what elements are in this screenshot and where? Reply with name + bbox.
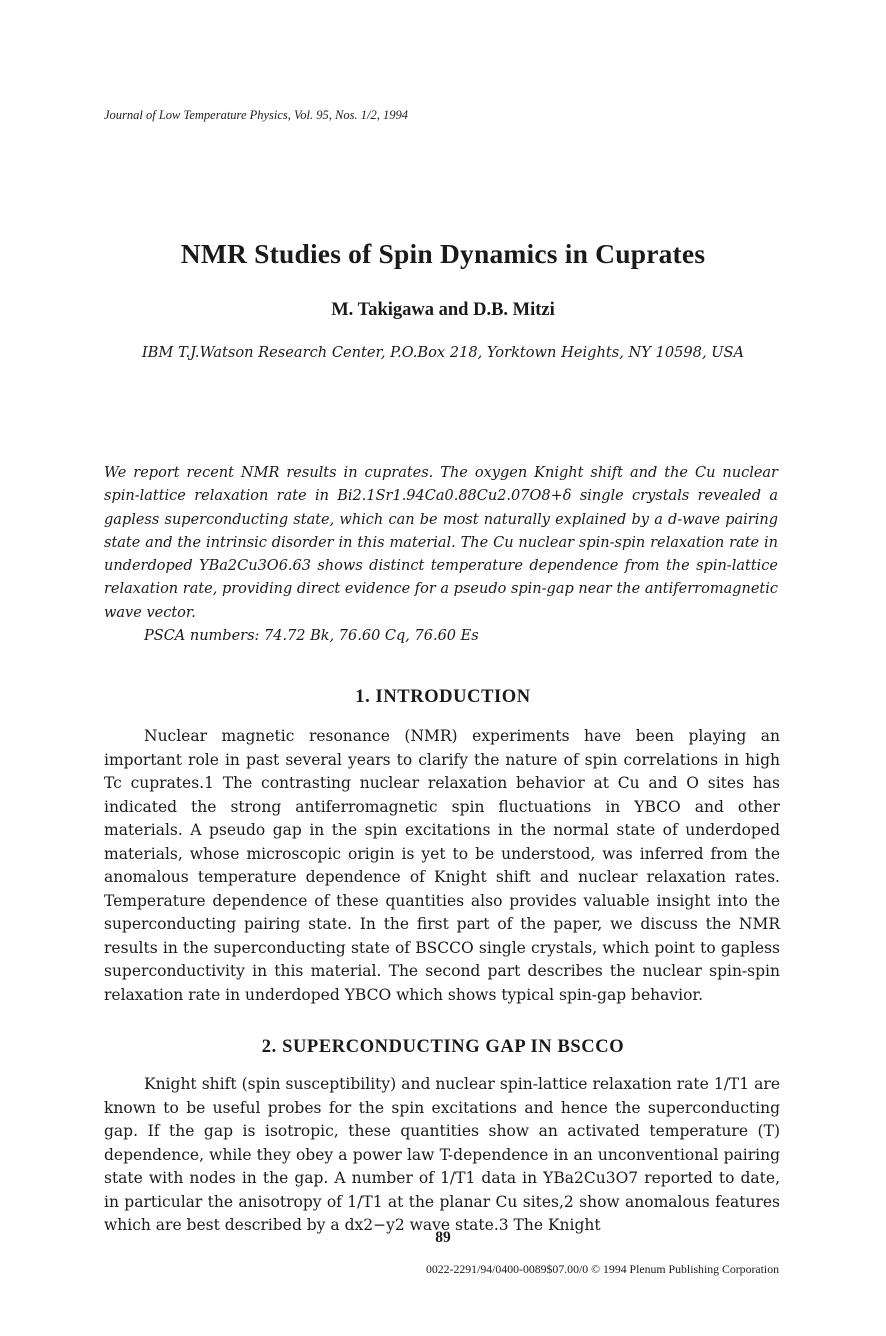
section-heading-text: 2. SUPERCONDUCTING GAP IN BSCCO	[261, 1037, 625, 1057]
abstract	[104, 462, 778, 625]
section-heading-introduction	[0, 687, 886, 708]
introduction-paragraph: Nuclear magnetic resonance (NMR) experiments have been playing an important role in past several years to clarify the nature of spin correlations in high Tc cuprates.1 The contrasting nuclear relaxation behavior at Cu and O sites has indicated the strong antiferromagnetic spin fluctuations in YBCO and other materials. A pseudo gap in the spin excitations in the normal state of underdoped materials, whose microscopic origin is yet to be understood, was inferred from the anomalous temperature dependence of Knight shift and nuclear relaxation rates. Temperature dependence of these quantities also provides valuable insight into the superconducting pairing state. In the first part of the paper, we discuss the NMR results in the superconducting state of BSCCO single crystals, which point to gapless superconductivity in this material. The second part describes the nuclear spin-spin relaxation rate in underdoped YBCO which shows typical spin-gap behavior.	[104, 727, 780, 1004]
journal-citation: Journal of Low Temperature Physics, Vol. 95, Nos. 1/2, 1994	[104, 108, 408, 122]
paper-title: NMR Studies of Spin Dynamics in Cuprates	[180, 238, 706, 269]
abstract-formula-ybco: YBa2Cu3O6.63	[199, 558, 311, 575]
section-heading-superconducting-gap	[0, 1037, 886, 1058]
page-number: 89	[435, 1229, 451, 1246]
abstract-text-2: single crystals revealed a gapless superconducting state, which can be most naturally explained by a d-wave pairing state and the intrinsic disorder in this material. The Cu nuclear spin-spin relaxation rate in underdoped	[104, 488, 778, 575]
abstract-text-1: We report recent NMR results in cuprates. The oxygen Knight shift and the Cu nuclear spin-lattice relaxation rate in	[104, 465, 778, 505]
superconducting-gap-paragraph: Knight shift (spin susceptibility) and nuclear spin-lattice relaxation rate 1/T1 are known to be useful probes for the spin excitations and hence the superconducting gap. If the gap is isotropic, these quantities show an activated temperature (T) dependence, while they obey a power law T-dependence in an unconventional pairing state with nodes in the gap. A number of 1/T1 data in YBa2Cu3O7 reported to date, in particular the anisotropy of 1/T1 at the planar Cu sites,2 show anomalous features which are best described by a dx2−y2 wave state.3 The Knight	[104, 1075, 780, 1234]
copyright-line: 0022-2291/94/0400-0089$07.00/0 © 1994 Plenum Publishing Corporation	[425, 1262, 779, 1276]
abstract-text-3: shows distinct temperature dependence from the spin-lattice relaxation rate, providing direct evidence for a pseudo spin-gap near the antiferromagnetic wave vector.	[104, 558, 778, 621]
authors: M. Takigawa and D.B. Mitzi	[331, 300, 555, 320]
affiliation: IBM T.J.Watson Research Center, P.O.Box 218, Yorktown Heights, NY 10598, USA	[141, 344, 745, 361]
abstract-formula-bscco: Bi2.1Sr1.94Ca0.88Cu2.07O8+δ	[337, 488, 572, 505]
section-heading-text: 1. INTRODUCTION	[355, 687, 531, 707]
pacs-numbers: PSCA numbers: 74.72 Bk, 76.60 Cq, 76.60 Es	[144, 628, 479, 644]
